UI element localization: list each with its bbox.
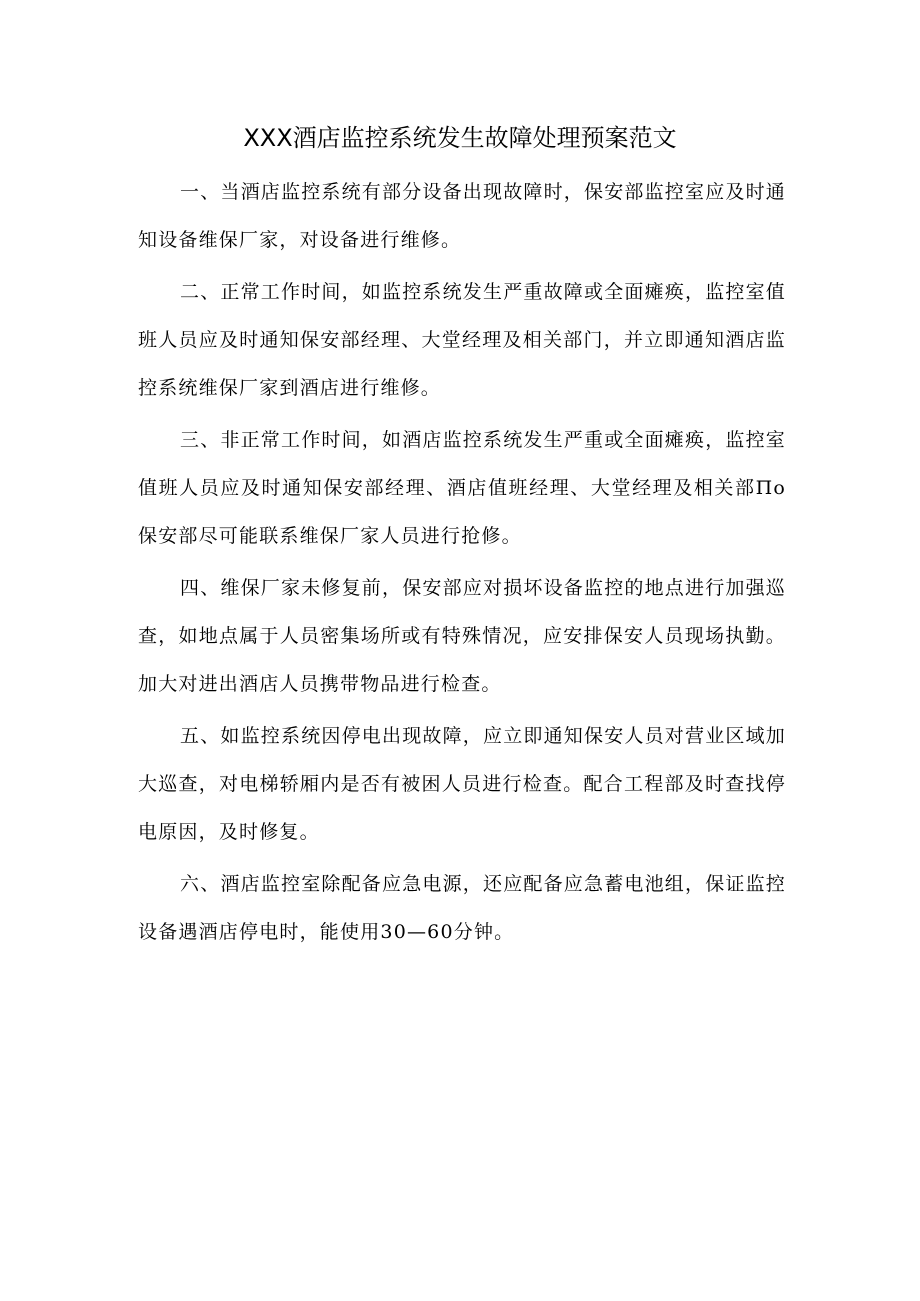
document-title: XXX酒店监控系统发生故障处理预案范文 bbox=[243, 124, 677, 152]
paragraph-6: 六、酒店监控室除配备应急电源，还应配备应急蓄电池组，保证监控设备遇酒店停电时，能使用30—60分钟。 bbox=[138, 873, 787, 943]
paragraph-3: 三、非正常工作时间，如酒店监控系统发生严重或全面瘫痪，监控室值班人员应及时通知保安部经理、酒店值班经理、大堂经理及相关部Πo保安部尽可能联系维保厂家人员进行抢修。 bbox=[138, 429, 787, 547]
paragraph-4: 四、维保厂家未修复前，保安部应对损坏设备监控的地点进行加强巡查，如地点属于人员密集场所或有特殊情况，应安排保安人员现场执勤。加大对进出酒店人员携带物品进行检查。 bbox=[138, 577, 787, 695]
paragraph-1: 一、当酒店监控系统有部分设备出现故障时，保安部监控室应及时通知设备维保厂家，对设备进行维修。 bbox=[138, 181, 787, 251]
document-body bbox=[138, 168, 786, 960]
paragraph-5: 五、如监控系统因停电出现故障，应立即通知保安人员对营业区域加大巡查，对电梯轿厢内是否有被困人员进行检查。配合工程部及时查找停电原因，及时修复。 bbox=[138, 725, 787, 843]
paragraph-2: 二、正常工作时间，如监控系统发生严重故障或全面瘫痪，监控室值班人员应及时通知保安部经理、大堂经理及相关部门，并立即通知酒店监控系统维保厂家到酒店进行维修。 bbox=[138, 281, 787, 399]
